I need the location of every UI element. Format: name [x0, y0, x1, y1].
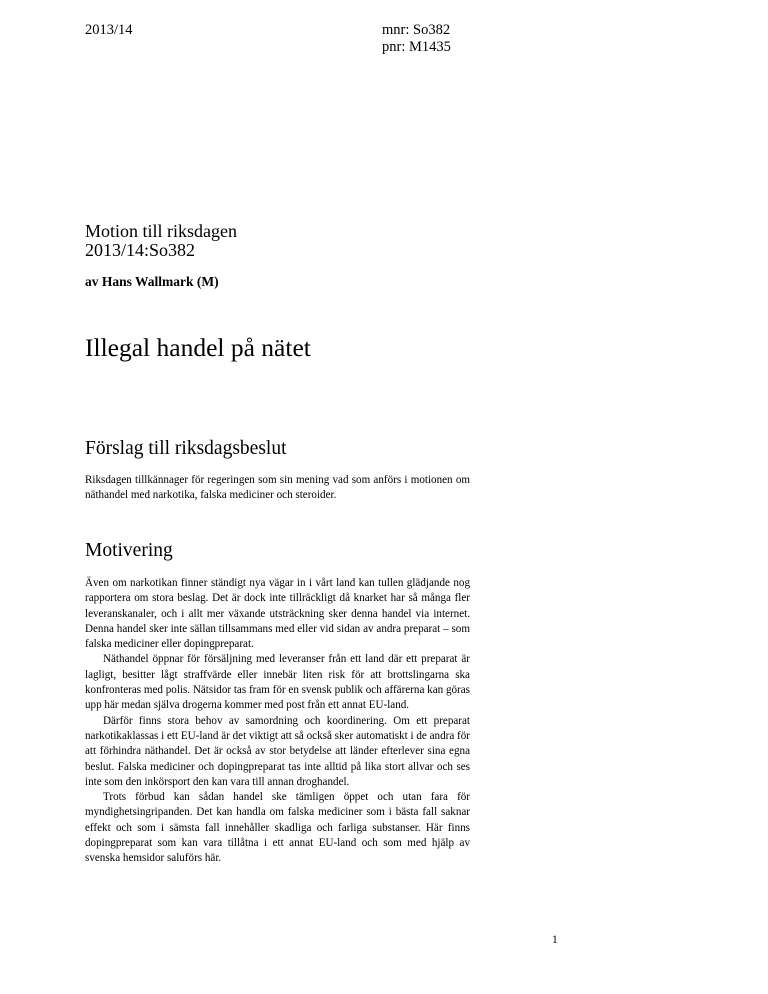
motion-heading [85, 222, 237, 260]
session-year: 2013/14 [85, 22, 133, 38]
motion-title-line2: 2013/14:So382 [85, 240, 196, 260]
party-number: pnr: M1435 [382, 39, 451, 55]
document-ids [382, 22, 451, 56]
forslag-text [85, 473, 470, 504]
author: av Hans Wallmark (M) [85, 274, 219, 289]
page-title: Illegal handel på nätet [85, 333, 311, 362]
motivering-paragraph-3: Därför finns stora behov av samordning och koordinering. Om ett preparat narkotikaklassas i ett EU-land är det viktigt att så också sker automatiskt i de andra för att förhindra näthandel. Det är också av stor betydelse att länder efterlever sina egna beslut. Falska mediciner och dopingpreparat tas inte alltid på lika stort allvar och ses inte som den inkörsport den kan vara till annan droghandel. [85, 714, 470, 788]
motivering-paragraph-2: Näthandel öppnar för försäljning med leveranser från ett land där ett preparat är lagligt, besitter lågt straffvärde eller innebär liten risk för att brottslingarna ska konfronteras med polis. Nätsidor tas fram för en svensk publik och affärerna kan göras upp här medan själva drogerna kommer med post från ett annat EU-land. [85, 653, 470, 712]
motivering-paragraph-1: Även om narkotikan finner ständigt nya vägar in i vårt land kan tullen glädjande nog rapportera om stora beslag. Det är dock inte tillräckligt då knarket har så många fler leveranskanaler, och i allt mer växande utsträckning sker denna handel via internet. Denna handel sker inte sällan tillsammans med eller vid sidan av andra preparat – som falska mediciner eller dopingpreparat. [85, 577, 470, 651]
motivering-heading: Motivering [85, 540, 173, 561]
motion-number: mnr: So382 [382, 22, 451, 38]
motivering-text [85, 576, 470, 867]
motivering-paragraph-4: Trots förbud kan sådan handel ske tämligen öppet och utan fara för myndighetsingripanden. Det kan handla om falska mediciner som i bästa fall saknar effekt och som i sämsta fall innehåller skadliga och farliga substanser. Här finns dopingpreparat som kan vara tillåtna i ett annat EU-land och som med hjälp av svenska hemsidor saluförs här. [85, 791, 470, 865]
page-number: 1 [552, 934, 558, 946]
forslag-paragraph: Riksdagen tillkännager för regeringen som sin mening vad som anförs i motionen om näthandel med narkotika, falska mediciner och steroider. [85, 474, 470, 502]
motion-title-line1: Motion till riksdagen [85, 221, 237, 241]
forslag-heading: Förslag till riksdagsbeslut [85, 438, 287, 459]
